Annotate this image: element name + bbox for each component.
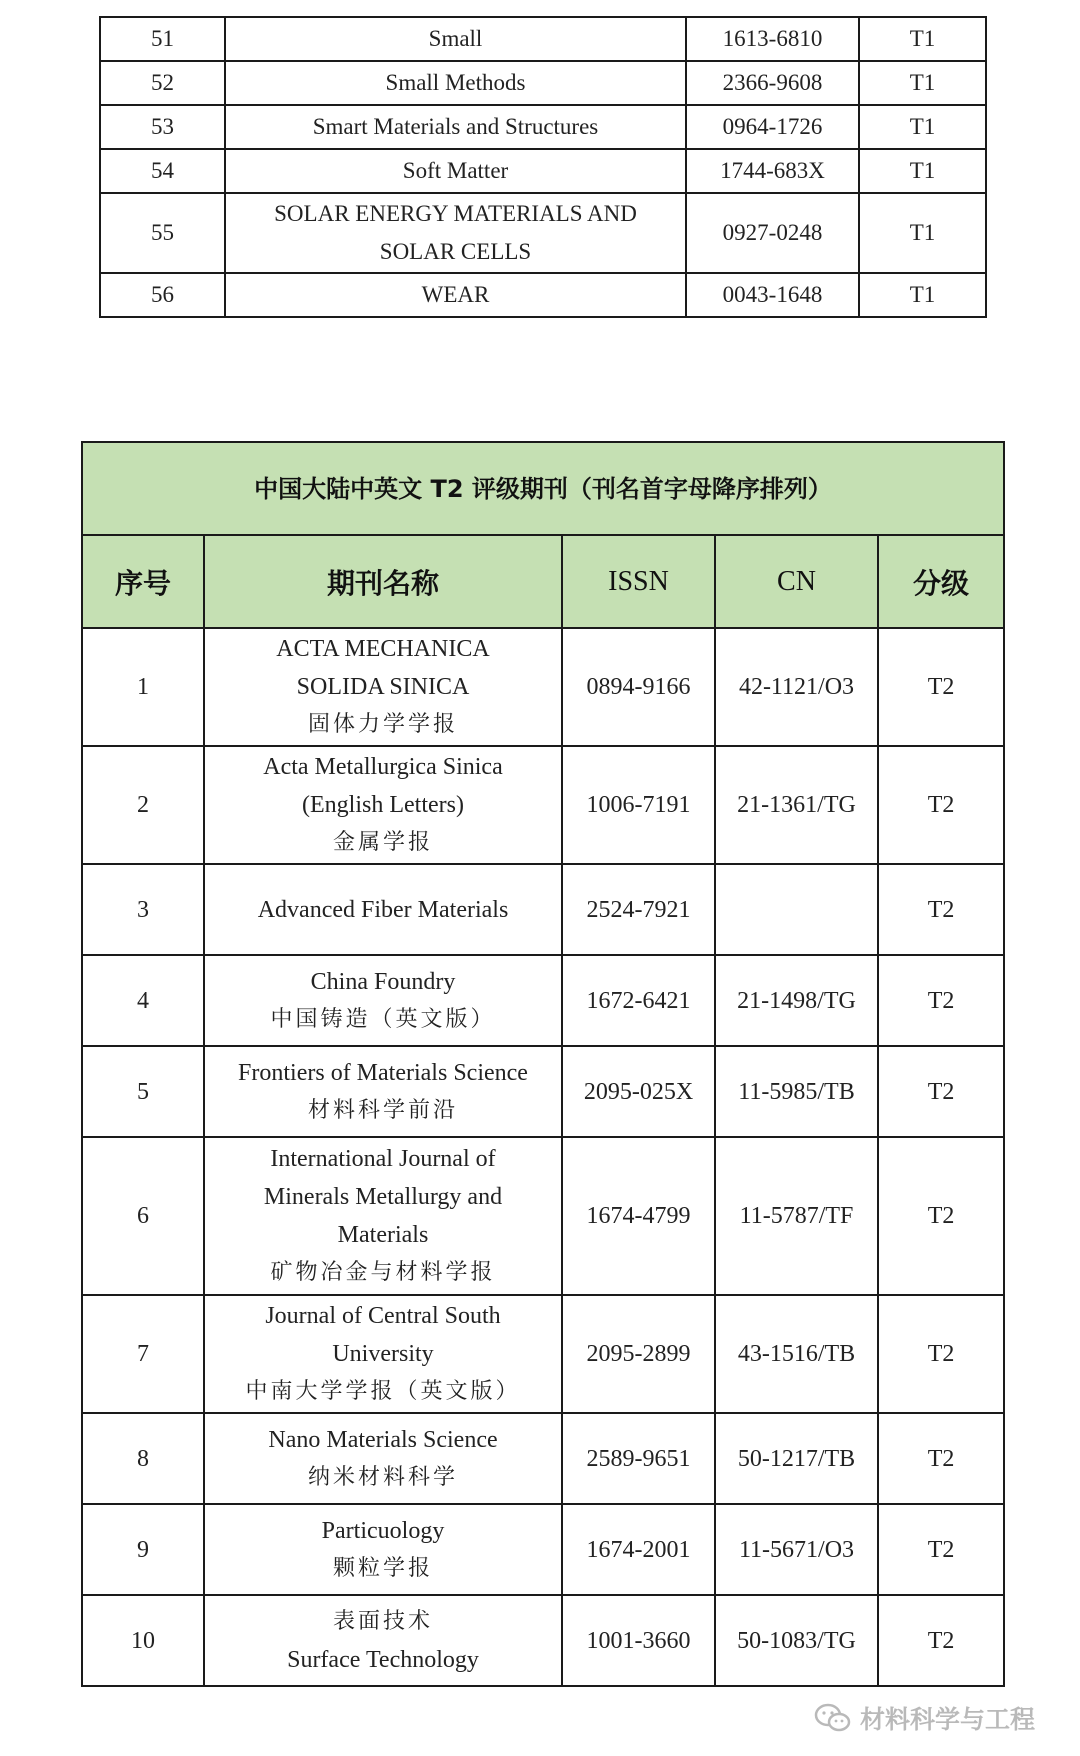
row-number: 10 xyxy=(82,1595,204,1686)
issn-cell: 1744-683X xyxy=(686,149,859,193)
journal-name-zh: 固体力学学报 xyxy=(307,712,458,737)
grade-cell: T2 xyxy=(878,1595,1004,1686)
table-row xyxy=(82,1413,1004,1504)
t1-journal-table xyxy=(99,16,987,318)
header-cn: CN xyxy=(715,535,878,628)
row-number: 1 xyxy=(82,628,204,746)
row-number: 51 xyxy=(100,17,225,61)
grade-cell: T1 xyxy=(859,273,986,317)
grade-cell: T1 xyxy=(859,17,986,61)
grade-cell: T2 xyxy=(878,1046,1004,1137)
row-number: 4 xyxy=(82,955,204,1046)
journal-name xyxy=(204,746,562,864)
row-number: 2 xyxy=(82,746,204,864)
cn-cell: 50-1083/TG xyxy=(715,1595,878,1686)
journal-name-en: Acta Metallurgica Sinica xyxy=(263,754,503,780)
row-number: 53 xyxy=(100,105,225,149)
table-row xyxy=(100,149,986,193)
journal-name-en: International Journal of xyxy=(270,1146,496,1172)
row-number: 8 xyxy=(82,1413,204,1504)
issn-cell: 2095-025X xyxy=(562,1046,715,1137)
table-row xyxy=(82,1295,1004,1413)
journal-name xyxy=(204,1595,562,1686)
issn-cell: 2524-7921 xyxy=(562,864,715,955)
journal-name: Soft Matter xyxy=(225,149,686,193)
grade-cell: T2 xyxy=(878,1504,1004,1595)
table-row xyxy=(100,105,986,149)
cn-cell: 42-1121/O3 xyxy=(715,628,878,746)
journal-name-en: Minerals Metallurgy and xyxy=(263,1184,503,1210)
journal-name xyxy=(225,193,686,273)
row-number: 9 xyxy=(82,1504,204,1595)
grade-cell: T1 xyxy=(859,149,986,193)
table-row xyxy=(82,1046,1004,1137)
wechat-icon xyxy=(814,1703,852,1733)
cn-cell: 50-1217/TB xyxy=(715,1413,878,1504)
journal-name xyxy=(204,628,562,746)
journal-name-en: Surface Technology xyxy=(287,1646,479,1673)
journal-name-zh: 中国铸造（英文版） xyxy=(270,1006,496,1032)
journal-name-en: China Foundry xyxy=(310,968,456,995)
issn-cell: 2366-9608 xyxy=(686,61,859,105)
table-row xyxy=(82,1137,1004,1295)
table-title-row xyxy=(82,442,1004,535)
journal-name xyxy=(204,864,562,955)
journal-name xyxy=(204,1295,562,1413)
cn-cell: 11-5985/TB xyxy=(715,1046,878,1137)
header-issn: ISSN xyxy=(562,535,715,628)
journal-name: Small xyxy=(225,17,686,61)
row-number: 6 xyxy=(82,1137,204,1295)
journal-name xyxy=(204,1046,562,1137)
journal-name-en: Nano Materials Science xyxy=(268,1426,498,1453)
journal-name-zh: 金属学报 xyxy=(332,830,433,855)
issn-cell: 1674-4799 xyxy=(562,1137,715,1295)
table-row xyxy=(82,1595,1004,1686)
journal-name xyxy=(204,1413,562,1504)
table-row xyxy=(82,746,1004,864)
cn-cell xyxy=(715,864,878,955)
header-number: 序号 xyxy=(82,535,204,628)
journal-name-en: University xyxy=(332,1341,434,1367)
row-number: 55 xyxy=(100,193,225,273)
row-number: 3 xyxy=(82,864,204,955)
journal-name xyxy=(204,1137,562,1295)
journal-name-zh: 纳米材料科学 xyxy=(307,1464,458,1490)
issn-cell: 1672-6421 xyxy=(562,955,715,1046)
issn-cell: 1001-3660 xyxy=(562,1595,715,1686)
journal-name-line: SOLAR ENERGY MATERIALS AND xyxy=(274,201,637,226)
table-header-row xyxy=(82,535,1004,628)
row-number: 7 xyxy=(82,1295,204,1413)
table-title: 中国大陆中英文 T2 评级期刊（刊名首字母降序排列） xyxy=(82,442,1004,535)
row-number: 56 xyxy=(100,273,225,317)
grade-cell: T2 xyxy=(878,1295,1004,1413)
journal-name-en: Materials xyxy=(337,1222,429,1248)
table-row xyxy=(100,17,986,61)
grade-cell: T1 xyxy=(859,61,986,105)
row-number: 5 xyxy=(82,1046,204,1137)
table-row xyxy=(82,955,1004,1046)
issn-cell: 2095-2899 xyxy=(562,1295,715,1413)
header-journal-name: 期刊名称 xyxy=(204,535,562,628)
grade-cell: T2 xyxy=(878,955,1004,1046)
grade-cell: T2 xyxy=(878,628,1004,746)
cn-cell: 11-5671/O3 xyxy=(715,1504,878,1595)
journal-name: WEAR xyxy=(225,273,686,317)
watermark-text: 材料科学与工程 xyxy=(860,1705,1036,1734)
watermark xyxy=(814,1700,1035,1736)
journal-name-zh: 颗粒学报 xyxy=(332,1555,433,1581)
journal-name-en: Advanced Fiber Materials xyxy=(257,896,509,923)
journal-name-zh: 中南大学学报（英文版） xyxy=(245,1379,521,1404)
header-grade: 分级 xyxy=(878,535,1004,628)
issn-cell: 1006-7191 xyxy=(562,746,715,864)
table-row xyxy=(100,193,986,273)
table-row xyxy=(82,628,1004,746)
journal-name-en: SOLIDA SINICA xyxy=(296,674,470,700)
t2-journal-table xyxy=(81,441,1005,1687)
grade-cell: T2 xyxy=(878,746,1004,864)
grade-cell: T2 xyxy=(878,864,1004,955)
journal-name xyxy=(204,1504,562,1595)
journal-name-en: ACTA MECHANICA xyxy=(276,636,490,662)
row-number: 52 xyxy=(100,61,225,105)
cn-cell: 43-1516/TB xyxy=(715,1295,878,1413)
journal-name: Smart Materials and Structures xyxy=(225,105,686,149)
issn-cell: 1674-2001 xyxy=(562,1504,715,1595)
cn-cell: 21-1361/TG xyxy=(715,746,878,864)
issn-cell: 0927-0248 xyxy=(686,193,859,273)
table-row xyxy=(100,273,986,317)
issn-cell: 1613-6810 xyxy=(686,17,859,61)
journal-name-zh: 表面技术 xyxy=(332,1608,433,1634)
table-row xyxy=(82,1504,1004,1595)
row-number: 54 xyxy=(100,149,225,193)
issn-cell: 0043-1648 xyxy=(686,273,859,317)
journal-name-en: Journal of Central South xyxy=(265,1303,501,1329)
issn-cell: 0964-1726 xyxy=(686,105,859,149)
table-row xyxy=(82,864,1004,955)
journal-name-zh: 材料科学前沿 xyxy=(307,1097,458,1123)
journal-name-line: SOLAR CELLS xyxy=(379,239,532,264)
grade-cell: T1 xyxy=(859,193,986,273)
cn-cell: 21-1498/TG xyxy=(715,955,878,1046)
journal-name xyxy=(204,955,562,1046)
grade-cell: T2 xyxy=(878,1413,1004,1504)
issn-cell: 0894-9166 xyxy=(562,628,715,746)
table-row xyxy=(100,61,986,105)
grade-cell: T1 xyxy=(859,105,986,149)
grade-cell: T2 xyxy=(878,1137,1004,1295)
journal-name-en: Frontiers of Materials Science xyxy=(238,1059,528,1086)
issn-cell: 2589-9651 xyxy=(562,1413,715,1504)
journal-name-en: Particuology xyxy=(321,1517,445,1544)
journal-name-en: (English Letters) xyxy=(302,792,464,818)
journal-name-zh: 矿物冶金与材料学报 xyxy=(270,1260,496,1285)
cn-cell: 11-5787/TF xyxy=(715,1137,878,1295)
journal-name: Small Methods xyxy=(225,61,686,105)
